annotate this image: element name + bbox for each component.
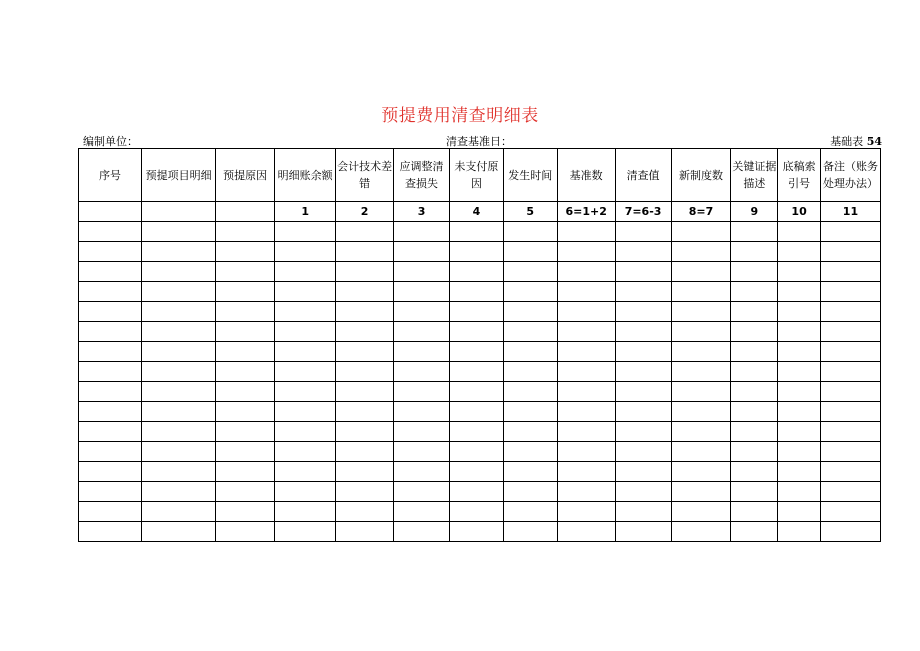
table-cell (142, 482, 216, 502)
table-cell (731, 402, 778, 422)
table-cell (731, 382, 778, 402)
table-cell (79, 262, 142, 282)
table-cell (557, 362, 615, 382)
table-cell (79, 222, 142, 242)
table-cell (394, 482, 450, 502)
table-cell (820, 502, 880, 522)
header-row (79, 149, 881, 202)
table-cell (394, 382, 450, 402)
table-cell (557, 342, 615, 362)
column-header: 预提原因 (216, 149, 275, 202)
column-header: 预提项目明细 (142, 149, 216, 202)
table-cell (820, 262, 880, 282)
table-cell (503, 382, 557, 402)
table-cell (503, 422, 557, 442)
table-cell (731, 222, 778, 242)
table-cell (820, 362, 880, 382)
table-cell (615, 502, 671, 522)
table-cell (778, 522, 821, 542)
table-row (79, 222, 881, 242)
table-cell (778, 422, 821, 442)
table-cell (615, 382, 671, 402)
table-cell (778, 442, 821, 462)
column-header: 序号 (79, 149, 142, 202)
table-cell (557, 502, 615, 522)
table-cell (731, 342, 778, 362)
table-cell (142, 302, 216, 322)
table-cell (615, 422, 671, 442)
table-cell (79, 282, 142, 302)
table-cell (503, 522, 557, 542)
table-cell (820, 422, 880, 442)
table-cell (336, 222, 394, 242)
table-cell (820, 322, 880, 342)
column-index-cell: 5 (503, 202, 557, 222)
table-cell (615, 302, 671, 322)
table-cell (336, 462, 394, 482)
table-cell (449, 362, 503, 382)
table-cell (275, 242, 336, 262)
table-cell (275, 222, 336, 242)
table-cell (778, 482, 821, 502)
table-cell (142, 282, 216, 302)
table-cell (557, 262, 615, 282)
table-cell (79, 402, 142, 422)
table-row (79, 382, 881, 402)
table-cell (820, 402, 880, 422)
table-cell (671, 442, 731, 462)
table-cell (557, 422, 615, 442)
table-row (79, 462, 881, 482)
table-cell (778, 282, 821, 302)
column-index-cell: 1 (275, 202, 336, 222)
table-cell (449, 462, 503, 482)
table-cell (671, 382, 731, 402)
table-cell (557, 222, 615, 242)
table-cell (820, 522, 880, 542)
table-cell (79, 322, 142, 342)
column-index-cell: 11 (820, 202, 880, 222)
column-header: 应调整清查损失 (394, 149, 450, 202)
table-cell (503, 362, 557, 382)
table-cell (731, 422, 778, 442)
column-header: 会计技术差错 (336, 149, 394, 202)
table-cell (79, 442, 142, 462)
table-cell (557, 522, 615, 542)
table-cell (449, 222, 503, 242)
table-cell (449, 402, 503, 422)
table-cell (142, 462, 216, 482)
table-cell (503, 442, 557, 462)
table-cell (820, 482, 880, 502)
table-cell (731, 322, 778, 342)
table-cell (394, 242, 450, 262)
table-cell (336, 522, 394, 542)
table-cell (778, 362, 821, 382)
table-cell (216, 442, 275, 462)
table-cell (615, 342, 671, 362)
table-cell (503, 462, 557, 482)
table-cell (336, 442, 394, 462)
table-cell (216, 282, 275, 302)
table-cell (503, 322, 557, 342)
table-cell (731, 482, 778, 502)
table-cell (275, 362, 336, 382)
table-cell (79, 462, 142, 482)
table-cell (615, 222, 671, 242)
page-title: 预提费用清查明细表 (381, 106, 539, 126)
table-cell (216, 422, 275, 442)
table-cell (615, 322, 671, 342)
column-header: 底稿索引号 (778, 149, 821, 202)
table-cell (449, 422, 503, 442)
table-cell (615, 482, 671, 502)
table-cell (503, 402, 557, 422)
column-index-cell (79, 202, 142, 222)
table-cell (336, 242, 394, 262)
table-cell (394, 222, 450, 242)
table-cell (449, 502, 503, 522)
column-index-cell: 8=7 (671, 202, 731, 222)
table-cell (394, 282, 450, 302)
table-cell (731, 502, 778, 522)
column-index-cell: 6=1+2 (557, 202, 615, 222)
table-cell (671, 262, 731, 282)
table-cell (449, 522, 503, 542)
table-cell (394, 322, 450, 342)
table-cell (671, 242, 731, 262)
table-cell (275, 442, 336, 462)
table-cell (394, 502, 450, 522)
table-cell (449, 442, 503, 462)
table-cell (216, 402, 275, 422)
table-cell (503, 302, 557, 322)
table-cell (142, 242, 216, 262)
table-cell (142, 442, 216, 462)
table-cell (557, 462, 615, 482)
detail-table (78, 148, 881, 542)
table-row (79, 422, 881, 442)
table-cell (336, 402, 394, 422)
table-cell (503, 502, 557, 522)
table-row (79, 522, 881, 542)
table-row (79, 482, 881, 502)
table-cell (394, 522, 450, 542)
table-cell (142, 322, 216, 342)
table-cell (731, 242, 778, 262)
compiling-unit-label: 编制单位： (83, 135, 138, 148)
table-cell (336, 302, 394, 322)
table-cell (216, 222, 275, 242)
table-row (79, 302, 881, 322)
table-cell (731, 362, 778, 382)
column-index-cell (216, 202, 275, 222)
table-cell (503, 342, 557, 362)
table-cell (394, 302, 450, 322)
table-cell (615, 282, 671, 302)
column-header: 关键证据描述 (731, 149, 778, 202)
table-cell (79, 302, 142, 322)
table-cell (142, 262, 216, 282)
table-cell (79, 342, 142, 362)
table-cell (820, 282, 880, 302)
table-cell (394, 342, 450, 362)
form-reference-label: 基础表 (830, 135, 864, 148)
table-cell (79, 382, 142, 402)
table-cell (671, 462, 731, 482)
table-row (79, 402, 881, 422)
table-cell (820, 242, 880, 262)
table-cell (142, 402, 216, 422)
table-cell (336, 262, 394, 282)
table-row (79, 362, 881, 382)
table-cell (336, 342, 394, 362)
table-cell (142, 502, 216, 522)
table-cell (394, 422, 450, 442)
table-cell (336, 282, 394, 302)
column-header: 未支付原因 (449, 149, 503, 202)
table-cell (731, 282, 778, 302)
column-header: 备注（账务处理办法） (820, 149, 880, 202)
table-row (79, 342, 881, 362)
table-cell (79, 522, 142, 542)
table-row (79, 502, 881, 522)
table-cell (778, 302, 821, 322)
table-cell (671, 362, 731, 382)
table-cell (731, 302, 778, 322)
table-cell (671, 222, 731, 242)
table-cell (820, 222, 880, 242)
table-cell (336, 382, 394, 402)
table-cell (820, 342, 880, 362)
table-cell (216, 342, 275, 362)
table-cell (142, 382, 216, 402)
table-row (79, 262, 881, 282)
table-cell (275, 522, 336, 542)
table-cell (671, 322, 731, 342)
column-index-cell (142, 202, 216, 222)
table-cell (216, 462, 275, 482)
table-cell (216, 242, 275, 262)
column-index-cell: 2 (336, 202, 394, 222)
table-cell (820, 442, 880, 462)
table-cell (671, 402, 731, 422)
table-cell (449, 322, 503, 342)
table-cell (79, 362, 142, 382)
table-row (79, 282, 881, 302)
table-cell (615, 522, 671, 542)
table-cell (336, 362, 394, 382)
table-cell (778, 342, 821, 362)
table-cell (731, 462, 778, 482)
table-cell (79, 482, 142, 502)
table-cell (671, 502, 731, 522)
table-cell (336, 422, 394, 442)
table-cell (142, 422, 216, 442)
column-header: 清查值 (615, 149, 671, 202)
table-cell (778, 462, 821, 482)
table-cell (820, 302, 880, 322)
table-cell (216, 262, 275, 282)
table-cell (449, 242, 503, 262)
table-cell (557, 282, 615, 302)
table-cell (503, 482, 557, 502)
column-header: 明细账余额 (275, 149, 336, 202)
table-cell (778, 382, 821, 402)
table-cell (820, 462, 880, 482)
table-cell (557, 302, 615, 322)
table-cell (615, 262, 671, 282)
table-cell (275, 322, 336, 342)
table-cell (778, 262, 821, 282)
table-cell (275, 282, 336, 302)
table-cell (275, 402, 336, 422)
table-cell (449, 482, 503, 502)
table-cell (275, 502, 336, 522)
column-index-cell: 10 (778, 202, 821, 222)
table-cell (615, 442, 671, 462)
table-cell (142, 222, 216, 242)
table-cell (778, 502, 821, 522)
table-cell (275, 262, 336, 282)
table-cell (216, 302, 275, 322)
table-cell (449, 382, 503, 402)
table-cell (503, 282, 557, 302)
table-cell (394, 442, 450, 462)
table-row (79, 242, 881, 262)
base-date-label: 清查基准日： (446, 135, 512, 148)
table-cell (142, 342, 216, 362)
table-cell (778, 242, 821, 262)
table-cell (275, 422, 336, 442)
table-cell (275, 482, 336, 502)
table-cell (503, 222, 557, 242)
table-cell (216, 322, 275, 342)
table-cell (557, 382, 615, 402)
column-index-cell: 7=6-3 (615, 202, 671, 222)
table-cell (394, 402, 450, 422)
table-cell (778, 322, 821, 342)
table-cell (216, 482, 275, 502)
table-cell (503, 242, 557, 262)
column-header: 新制度数 (671, 149, 731, 202)
table-cell (216, 502, 275, 522)
table-cell (557, 442, 615, 462)
table-cell (394, 362, 450, 382)
table-cell (275, 462, 336, 482)
table-cell (671, 342, 731, 362)
table-cell (731, 442, 778, 462)
table-cell (731, 262, 778, 282)
table-cell (79, 502, 142, 522)
column-header: 基准数 (557, 149, 615, 202)
table-cell (449, 262, 503, 282)
table-cell (394, 462, 450, 482)
table-cell (671, 282, 731, 302)
table-cell (336, 502, 394, 522)
table-row (79, 442, 881, 462)
column-index-cell: 3 (394, 202, 450, 222)
table-cell (336, 322, 394, 342)
table-cell (615, 462, 671, 482)
table-cell (503, 262, 557, 282)
table-cell (142, 522, 216, 542)
table-cell (275, 302, 336, 322)
table-cell (79, 242, 142, 262)
table-cell (731, 522, 778, 542)
form-reference-number: 54 (866, 135, 882, 148)
column-index-cell: 4 (449, 202, 503, 222)
table-cell (671, 422, 731, 442)
table-cell (275, 342, 336, 362)
table-cell (449, 302, 503, 322)
form-reference (830, 133, 882, 149)
table-cell (449, 342, 503, 362)
table-cell (449, 282, 503, 302)
table-cell (216, 362, 275, 382)
table-cell (778, 402, 821, 422)
table-cell (778, 222, 821, 242)
table-cell (820, 382, 880, 402)
column-index-cell: 9 (731, 202, 778, 222)
table-cell (671, 482, 731, 502)
table-cell (615, 362, 671, 382)
table-cell (671, 522, 731, 542)
table-cell (557, 242, 615, 262)
table-cell (216, 382, 275, 402)
table-cell (79, 422, 142, 442)
table-cell (142, 362, 216, 382)
table-cell (671, 302, 731, 322)
column-header: 发生时间 (503, 149, 557, 202)
table-cell (557, 482, 615, 502)
table-cell (557, 322, 615, 342)
table-row (79, 322, 881, 342)
table-cell (615, 242, 671, 262)
table-cell (394, 262, 450, 282)
column-index-row (79, 202, 881, 222)
table-cell (336, 482, 394, 502)
table-cell (216, 522, 275, 542)
table-cell (615, 402, 671, 422)
table-cell (275, 382, 336, 402)
table-cell (557, 402, 615, 422)
